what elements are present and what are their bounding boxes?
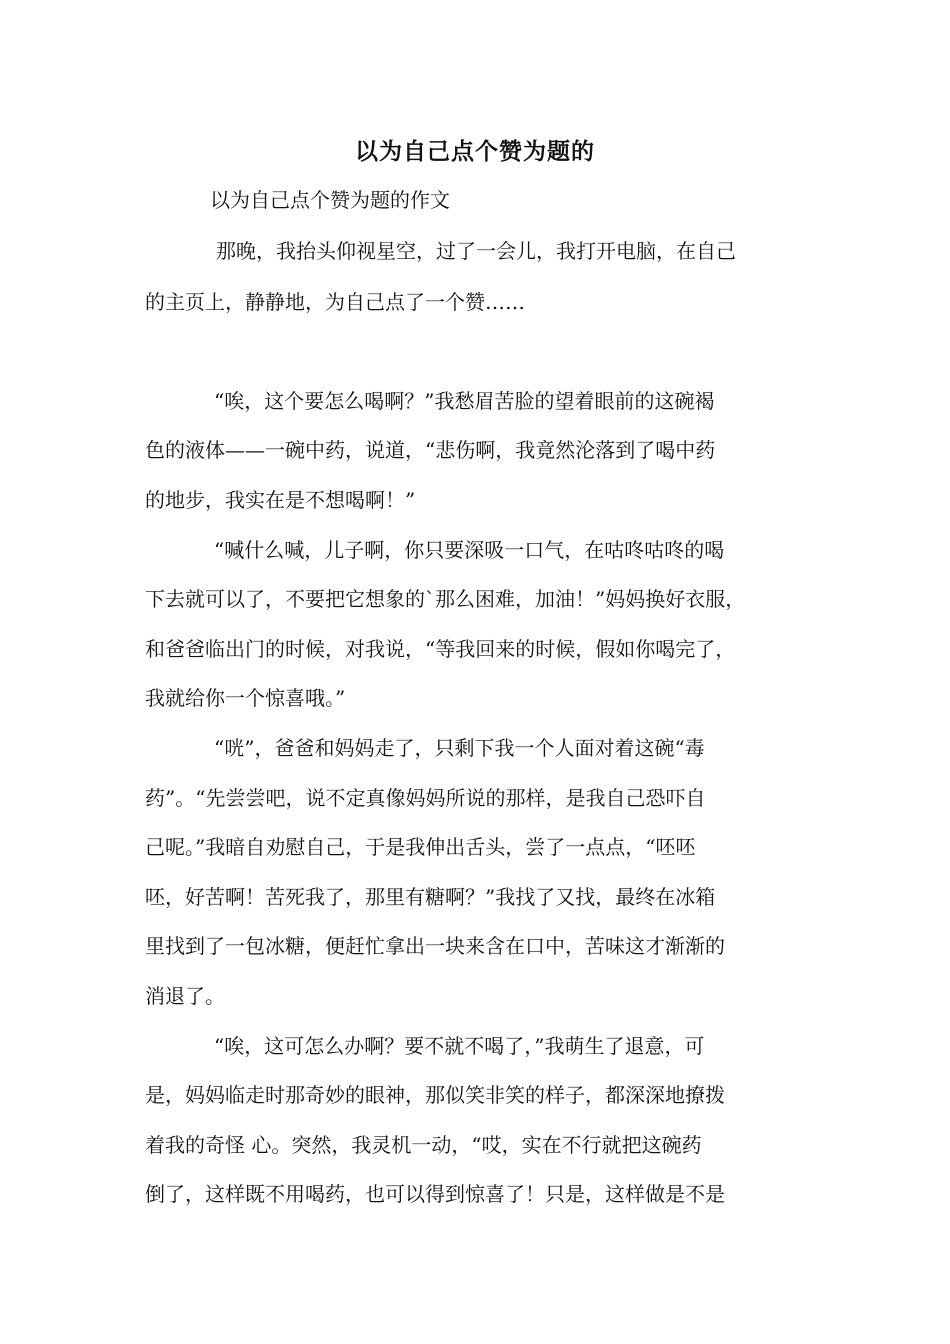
paragraph-line: 己呢。”我暗自劝慰自己，于是我伸出舌头，尝了一点点，“呸呸 — [145, 835, 696, 859]
paragraph-line: 里找到了一包冰糖，便赶忙拿出一块来含在口中，苦味这才渐渐的 — [145, 934, 725, 958]
paragraph-line: 呸，好苦啊！苦死我了，那里有糖啊？”我找了又找，最终在冰箱 — [145, 885, 716, 909]
document-title: 以为自己点个赞为题的 — [355, 138, 595, 165]
paragraph-line: 和爸爸临出门的时候，对我说，“等我回来的时候，假如你喝完了， — [145, 637, 736, 661]
paragraph-line: 消退了。 — [145, 984, 225, 1008]
paragraph-line: “喊什么喊，儿子啊，你只要深吸一口气，在咕咚咕咚的喝 — [214, 538, 725, 562]
paragraph-line: 倒了，这样既不用喝药，也可以得到惊喜了！只是，这样做是不是 — [145, 1182, 725, 1206]
paragraph-line: “唉，这个要怎么喝啊？”我愁眉苦脸的望着眼前的这碗褐 — [214, 389, 715, 413]
document-subtitle: 以为自己点个赞为题的作文 — [210, 188, 450, 212]
paragraph-line: 是，妈妈临走时那奇妙的眼神，那似笑非笑的样子，都深深地撩拨 — [145, 1083, 725, 1107]
paragraph-line: 色的液体——一碗中药，说道，“悲伤啊，我竟然沦落到了喝中药 — [145, 438, 716, 462]
paragraph-line: “咣”，爸爸和妈妈走了，只剩下我一个人面对着这碗“毒 — [214, 736, 705, 760]
paragraph-line: 的主页上，静静地，为自己点了一个赞…… — [145, 290, 525, 314]
paragraph-line: 药”。“先尝尝吧，说不定真像妈妈所说的那样，是我自己恐吓自 — [145, 786, 706, 810]
paragraph-line: “唉，这可怎么办啊？要不就不喝了，”我萌生了退意，可 — [214, 1034, 705, 1058]
paragraph-line: 着我的奇怪 心。突然，我灵机一动，“哎，实在不行就把这碗药 — [145, 1133, 702, 1157]
paragraph-line: 我就给你一个惊喜哦。” — [145, 686, 346, 710]
paragraph-line: 那晚，我抬头仰视星空，过了一会儿，我打开电脑，在自己 — [216, 239, 736, 263]
paragraph-line: 下去就可以了，不要把它想象的`那么困难，加油！”妈妈换好衣服， — [145, 587, 746, 611]
paragraph-line: 的地步，我实在是不想喝啊！” — [145, 488, 416, 512]
